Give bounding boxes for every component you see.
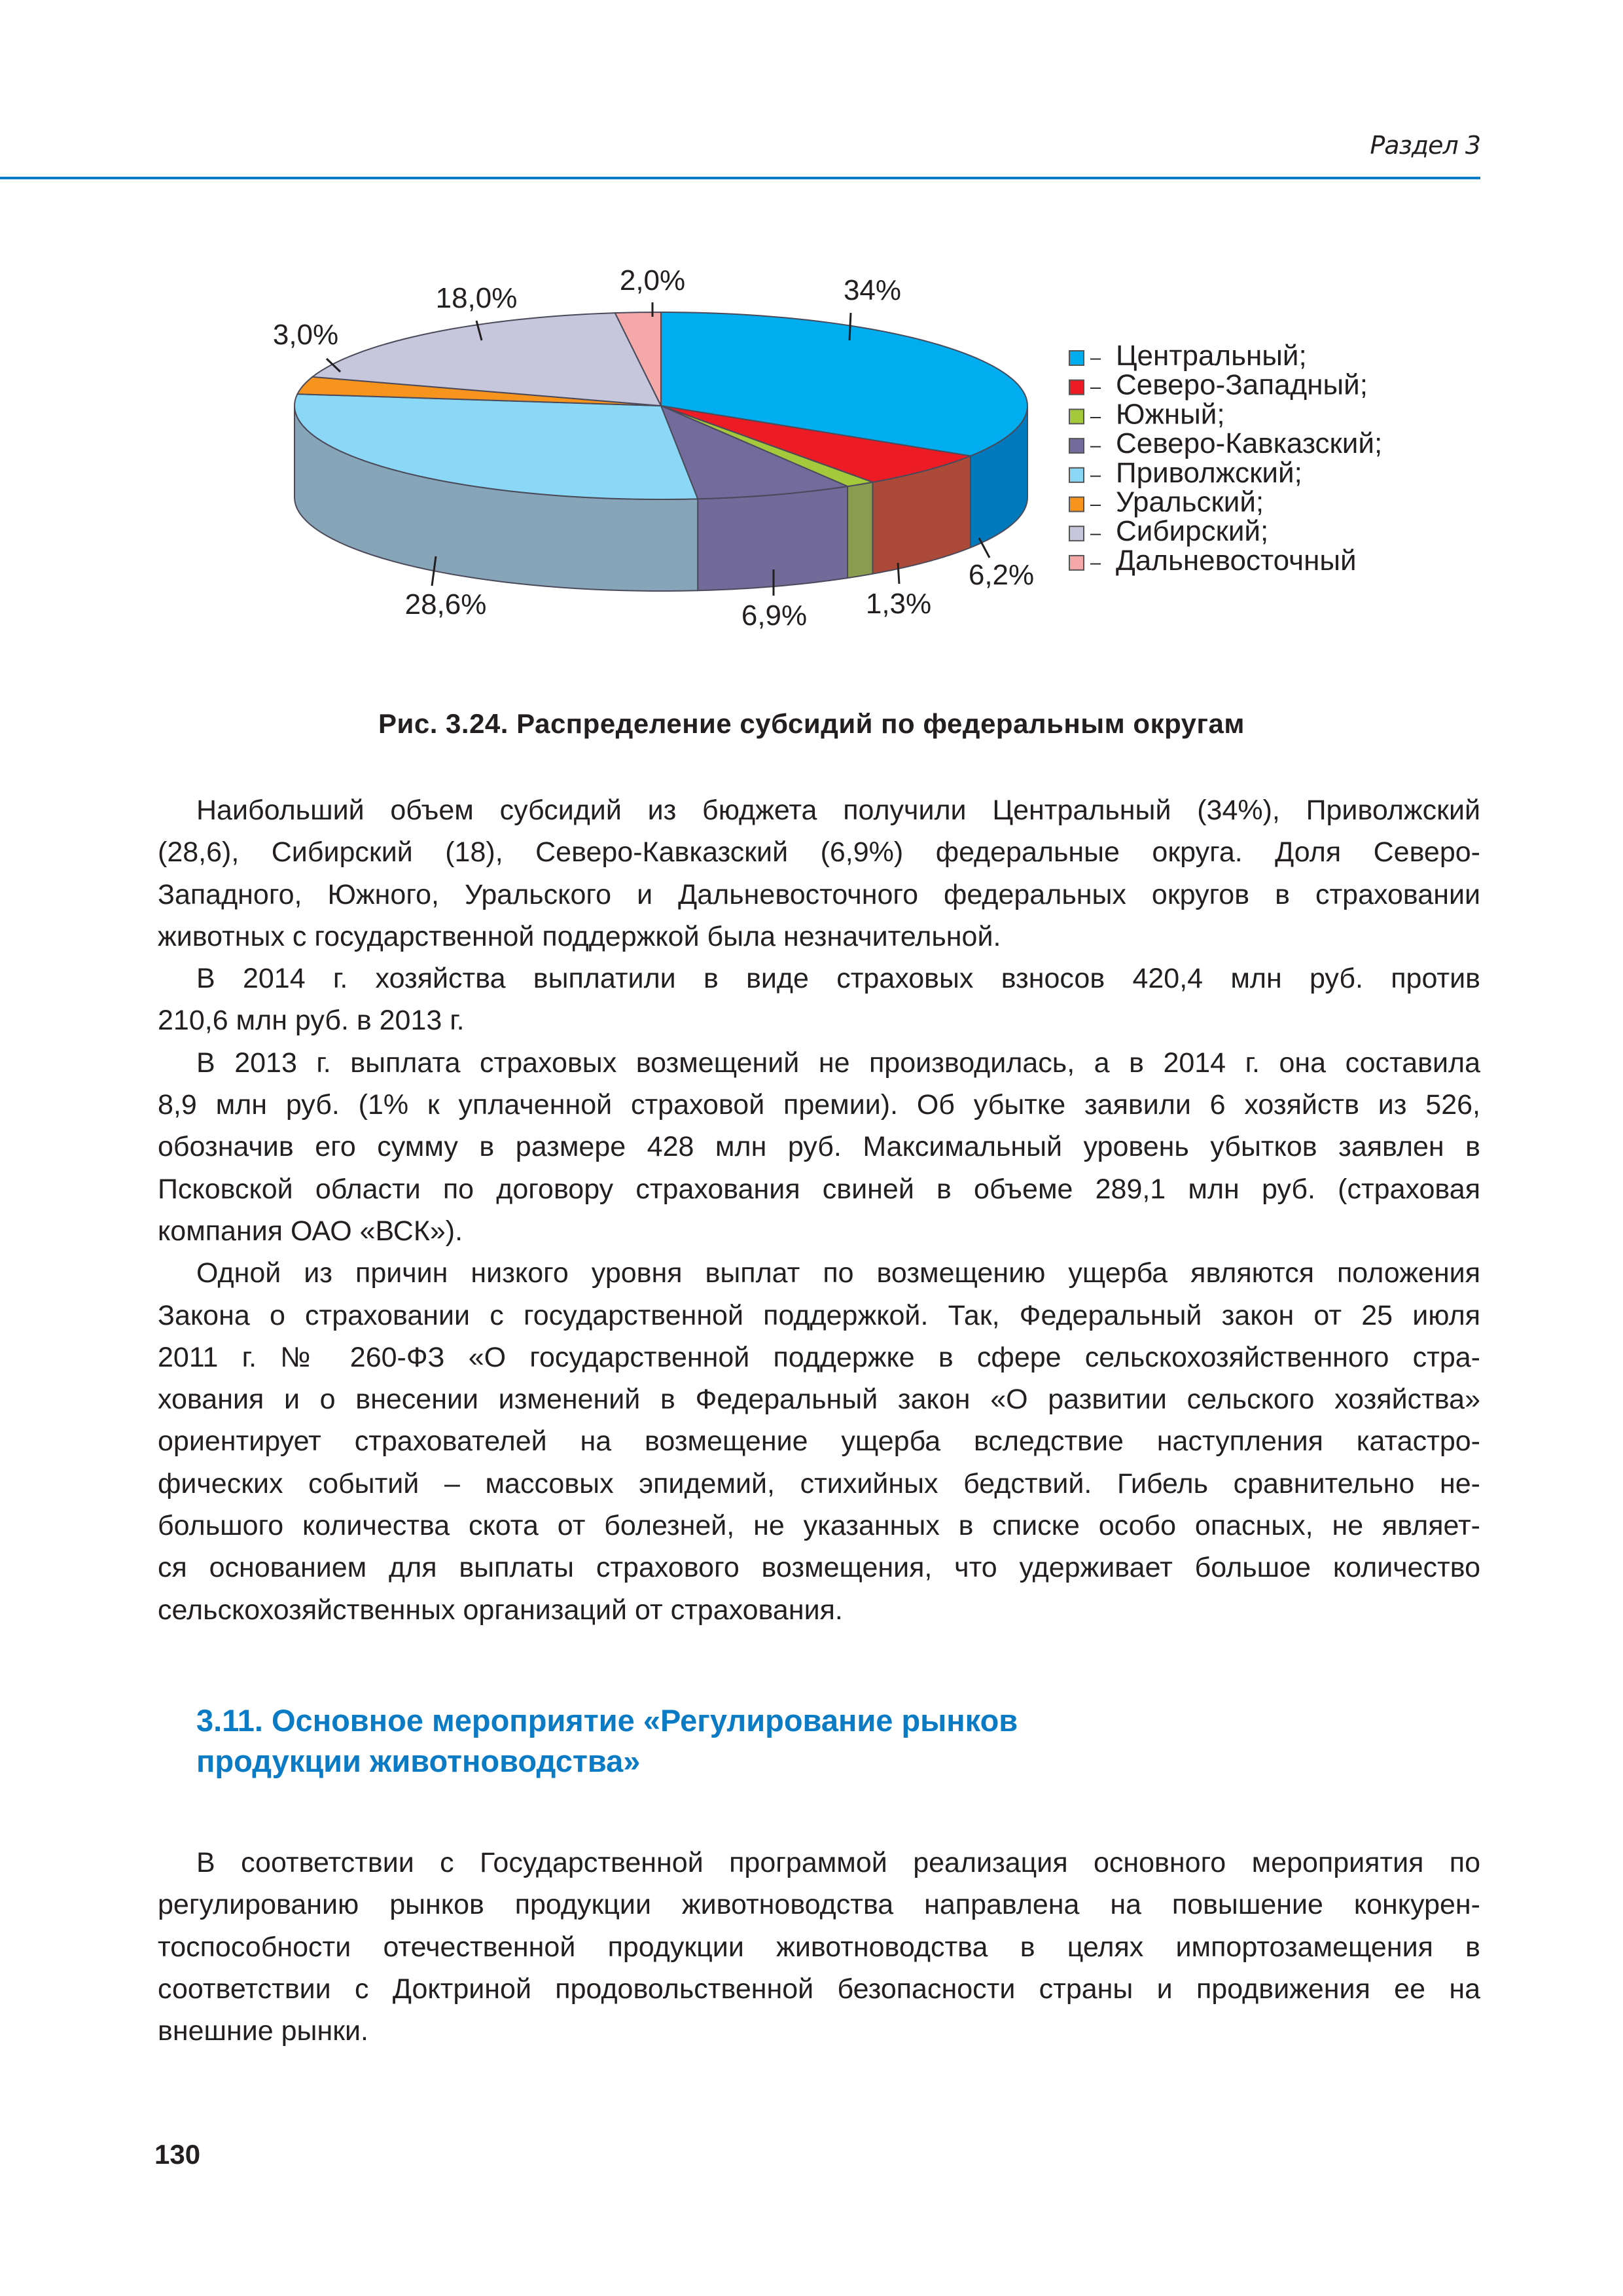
- text-line: хования и о внесении изменений в Федеральный закон «О развитии сельского хозяйства»: [158, 1384, 1480, 1416]
- legend-swatch: [1069, 409, 1084, 423]
- legend-item: [1069, 486, 1264, 518]
- text-line: внешние рынки.: [158, 2015, 368, 2047]
- text-line: Закона о страховании с государственной поддержкой. Так, Федеральный закон от 25 июля: [158, 1299, 1480, 1331]
- text-line: животных с государственной поддержкой была незначительной.: [158, 920, 1001, 952]
- text-line: 2011 г. № 260-ФЗ «О государственной поддержке в сфере сельскохозяйственного стра-: [158, 1341, 1480, 1373]
- body-text: [158, 789, 1480, 1631]
- data-label: 34%: [843, 274, 902, 306]
- text-line: (28,6), Сибирский (18), Северо-Кавказский (6,9%) федеральные округа. Доля Северо-: [158, 836, 1480, 869]
- legend-item: [1069, 340, 1307, 372]
- legend-swatch: [1069, 380, 1084, 395]
- legend-label: Центральный;: [1116, 340, 1307, 372]
- text-line: большого количества скота от болезней, не указанных в списке особо опасных, не являет-: [158, 1510, 1480, 1542]
- text-line: фических событий – массовых эпидемий, стихийных бедствий. Гибель сравнительно не-: [158, 1467, 1480, 1499]
- section-heading-line: 3.11. Основное мероприятие «Регулирование рынков: [196, 1703, 1018, 1738]
- legend-dash: –: [1090, 523, 1101, 545]
- pie-tops: [294, 312, 1027, 499]
- text-line: В 2013 г. выплата страховых возмещений не производилась, а в 2014 г. она составила: [196, 1047, 1480, 1079]
- legend-item: [1069, 515, 1268, 547]
- data-label: 1,3%: [865, 588, 932, 620]
- data-label: 2,0%: [619, 264, 686, 296]
- text-line: Псковской области по договору страхования свиней в объеме 289,1 млн руб. (страховая: [158, 1173, 1480, 1205]
- legend-dash: –: [1090, 348, 1101, 368]
- pie-side-2: [847, 482, 872, 578]
- legend-swatch: [1069, 497, 1084, 512]
- running-head: Раздел 3: [1370, 131, 1480, 160]
- text-line: ся основанием для выплаты страхового возмещения, что удерживает большое количество: [158, 1552, 1480, 1584]
- legend-item: [1069, 457, 1302, 489]
- section-heading: [196, 1700, 1018, 1782]
- legend-label: Приволжский;: [1116, 456, 1302, 489]
- legend-swatch: [1069, 526, 1084, 541]
- figure-caption: Рис. 3.24. Распределение субсидий по федеральным округам: [378, 708, 1245, 739]
- leader-line: [898, 563, 899, 584]
- data-label: 18,0%: [435, 282, 518, 314]
- legend-dash: –: [1090, 406, 1101, 427]
- legend-dash: –: [1090, 376, 1101, 398]
- legend-label: Южный;: [1116, 398, 1225, 431]
- text-line: Западного, Южного, Уральского и Дальневосточного федеральных округов в страховании: [158, 878, 1480, 910]
- data-label: 3,0%: [272, 319, 339, 351]
- legend-label: Северо-Западный;: [1116, 368, 1368, 401]
- text-line: 8,9 млн руб. (1% к уплаченной страховой премии). Об убытке заявили 6 хозяйств из 526,: [158, 1089, 1480, 1121]
- legend-dash: –: [1090, 435, 1101, 457]
- text-line: 210,6 млн руб. в 2013 г.: [158, 1005, 465, 1037]
- text-line: В 2014 г. хозяйства выплатили в виде страховых взносов 420,4 млн руб. против: [196, 963, 1480, 995]
- legend-swatch: [1069, 351, 1084, 365]
- legend-dash: –: [1090, 552, 1101, 573]
- data-label: 28,6%: [404, 588, 487, 620]
- text-line: соответствии с Доктриной продовольственной безопасности страны и продвижения ее на: [158, 1973, 1480, 2005]
- text-line: тоспособности отечественной продукции животноводства в целях импортозамещения в: [158, 1931, 1480, 1963]
- text-line: ориентирует страхователей на возмещение ущерба вследствие наступления катастро-: [158, 1426, 1480, 1458]
- legend-swatch: [1069, 556, 1084, 570]
- legend-label: Северо-Кавказский;: [1116, 427, 1383, 460]
- legend-swatch: [1069, 468, 1084, 482]
- text-line: компания ОАО «ВСК»).: [158, 1215, 463, 1247]
- legend-item: [1069, 398, 1225, 430]
- section-heading-line: продукции животноводства»: [196, 1744, 641, 1778]
- text-line: Одной из причин низкого уровня выплат по возмещению ущерба являются положения: [196, 1257, 1480, 1289]
- pie-chart: [0, 0, 1623, 694]
- legend-item: [1069, 369, 1368, 401]
- leader-line: [849, 313, 851, 340]
- text-line: сельскохозяйственных организаций от страхования.: [158, 1594, 843, 1626]
- legend-dash: –: [1090, 464, 1101, 486]
- legend-swatch: [1069, 439, 1084, 453]
- legend-label: Уральский;: [1116, 486, 1264, 518]
- text-line: регулированию рынков продукции животноводства направлена на повышение конкурен-: [158, 1889, 1480, 1921]
- data-label: 6,2%: [968, 559, 1035, 591]
- text-line: Наибольший объем субсидий из бюджета получили Центральный (34%), Приволжский: [196, 795, 1480, 826]
- section-body-text: [158, 1842, 1480, 2052]
- legend-label: Дальневосточный: [1116, 544, 1357, 577]
- text-line: В соответствии с Государственной программой реализация основного мероприятия по: [196, 1847, 1480, 1878]
- legend-item: [1069, 427, 1382, 459]
- chart-legend: [1069, 340, 1382, 577]
- legend-dash: –: [1090, 493, 1101, 515]
- page-number: 130: [154, 2139, 201, 2170]
- legend-label: Сибирский;: [1116, 515, 1269, 548]
- legend-item: [1069, 545, 1357, 577]
- data-label: 6,9%: [741, 600, 808, 632]
- text-line: обозначив его сумму в размере 428 млн руб. Максимальный уровень убытков заявлен в: [158, 1131, 1480, 1163]
